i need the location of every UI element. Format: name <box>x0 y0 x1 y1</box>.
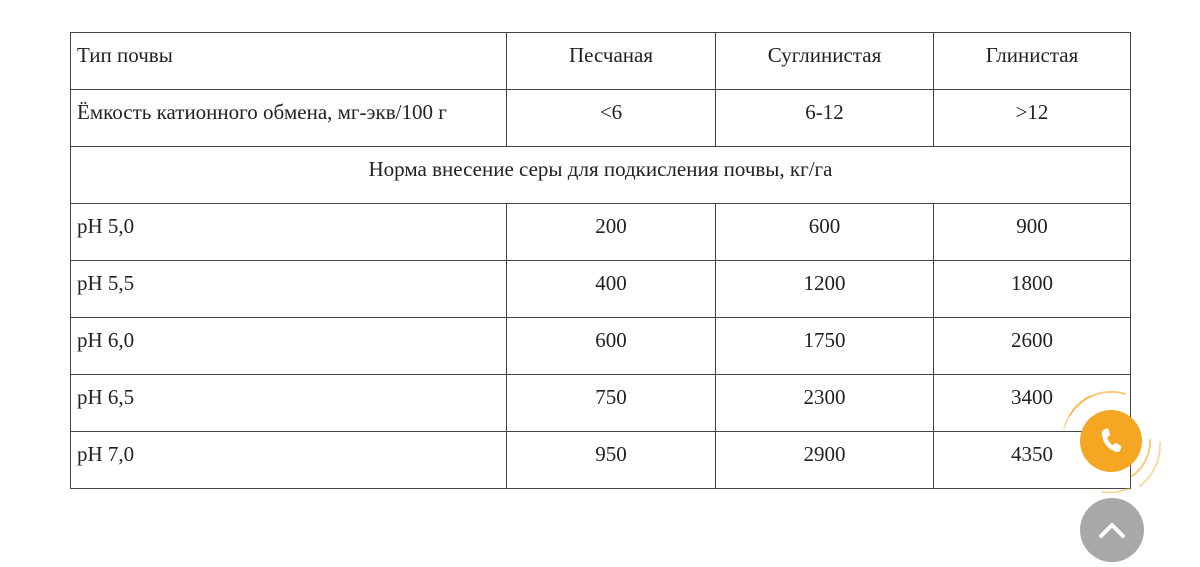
cell-value: 900 <box>934 204 1131 261</box>
cell-value: 2300 <box>716 375 934 432</box>
cell-value: 950 <box>507 432 716 489</box>
cec-row <box>71 90 1131 147</box>
column-header-loamy: Суглинистая <box>716 33 934 90</box>
cell-value: 750 <box>507 375 716 432</box>
cell-value: 600 <box>507 318 716 375</box>
row-label: pH 6,5 <box>71 375 507 432</box>
cell-value: 4350 <box>934 432 1131 489</box>
section-title: Норма внесение серы для подкисления почвы, кг/га <box>71 147 1131 204</box>
row-label: pH 5,5 <box>71 261 507 318</box>
row-label: pH 7,0 <box>71 432 507 489</box>
call-button[interactable] <box>1080 410 1142 472</box>
cell-value: 2900 <box>716 432 934 489</box>
table-row <box>71 432 1131 489</box>
chevron-up-icon <box>1097 520 1127 540</box>
section-row <box>71 147 1131 204</box>
cec-value-loamy: 6-12 <box>716 90 934 147</box>
cell-value: 1750 <box>716 318 934 375</box>
cell-value: 1800 <box>934 261 1131 318</box>
cec-label: Ёмкость катионного обмена, мг-экв/100 г <box>71 90 507 147</box>
column-header-clay: Глинистая <box>934 33 1131 90</box>
header-row <box>71 33 1131 90</box>
cell-value: 2600 <box>934 318 1131 375</box>
soil-sulfur-table <box>70 32 1131 489</box>
table-row <box>71 261 1131 318</box>
cell-value: 200 <box>507 204 716 261</box>
cec-value-sandy: <6 <box>507 90 716 147</box>
callback-widget[interactable] <box>1050 380 1170 500</box>
column-header-sandy: Песчаная <box>507 33 716 90</box>
table-row <box>71 318 1131 375</box>
table-row <box>71 375 1131 432</box>
row-label: pH 5,0 <box>71 204 507 261</box>
row-label: pH 6,0 <box>71 318 507 375</box>
cec-value-clay: >12 <box>934 90 1131 147</box>
cell-value: 1200 <box>716 261 934 318</box>
table-row <box>71 204 1131 261</box>
cell-value: 600 <box>716 204 934 261</box>
cell-value: 3400 <box>934 375 1131 432</box>
cell-value: 400 <box>507 261 716 318</box>
phone-icon <box>1096 426 1126 456</box>
header-label: Тип почвы <box>71 33 507 90</box>
scroll-to-top-button[interactable] <box>1080 498 1144 562</box>
